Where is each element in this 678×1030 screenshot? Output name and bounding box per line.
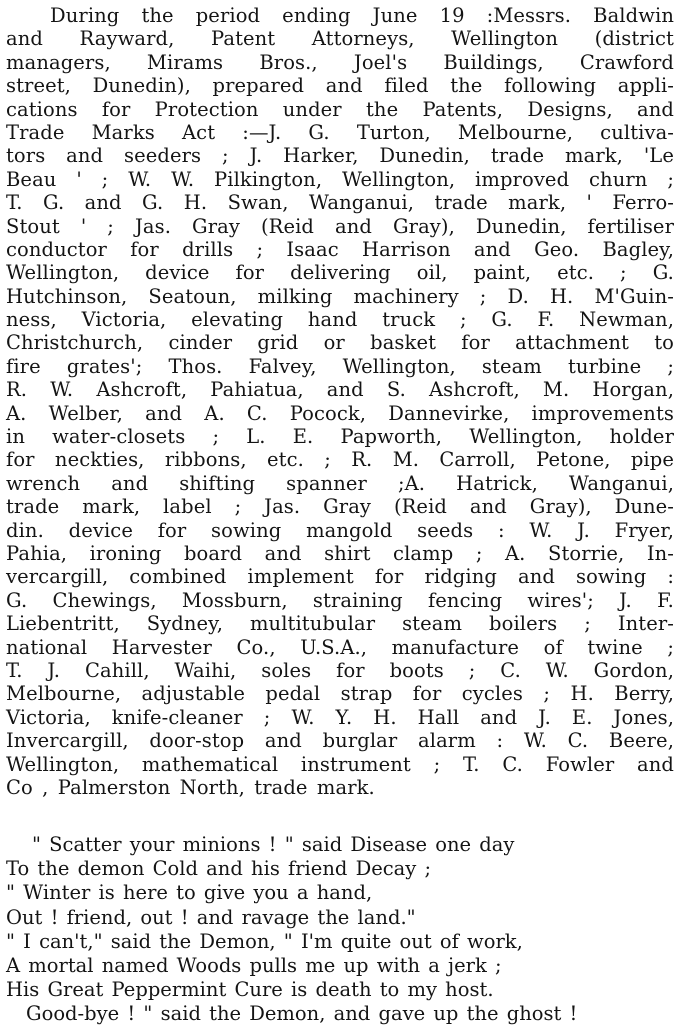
article-line: During the period ending June 19 :Messrs. Baldwin: [50, 4, 674, 27]
article-line: Invercargill, door-stop and burglar alarm : W. C. Beere,: [6, 729, 674, 753]
article-line: conductor for drills ; Isaac Harrison and Geo. Bagley,: [6, 237, 674, 261]
article-line: Hutchinson, Seatoun, milking machinery ; D. H. M'Guin-: [6, 284, 674, 308]
article-line: Melbourne, adjustable pedal strap for cycles ; H. Berry,: [6, 682, 674, 706]
article-line: Co , Palmerston North, trade mark.: [6, 775, 375, 799]
article-line: managers, Mirams Bros., Joel's Buildings, Crawford: [6, 50, 674, 74]
advertisement-poem: [6, 833, 674, 1027]
article-line: Wellington, mathematical instrument ; T. C. Fowler and: [6, 752, 674, 776]
article-line: A. Welber, and A. C. Pocock, Dannevirke, improvements: [6, 401, 674, 425]
article-line: din. device for sowing mangold seeds : W. J. Fryer,: [6, 518, 674, 542]
article-line: Stout ' ; Jas. Gray (Reid and Gray), Dunedin, fertiliser: [6, 214, 674, 238]
poem-line: " I can't," said the Demon, " I'm quite out of work,: [6, 929, 523, 953]
article-line: Christchurch, cinder grid or basket for attachment to: [6, 331, 674, 355]
article-line: national Harvester Co., U.S.A., manufacture of twine ;: [6, 635, 674, 659]
article-line: trade mark, label ; Jas. Gray (Reid and Gray), Dune-: [6, 495, 674, 519]
article-line: Pahia, ironing board and shirt clamp ; A. Storrie, In-: [6, 541, 674, 565]
poem-line: His Great Peppermint Cure is death to my host.: [6, 978, 494, 1002]
poem-line: To the demon Cold and his friend Decay ;: [6, 857, 432, 881]
article-line: G. Chewings, Mossburn, straining fencing wires'; J. F.: [6, 588, 674, 612]
article-line: for neckties, ribbons, etc. ; R. M. Carroll, Petone, pipe: [6, 448, 674, 472]
poem-line: Out ! friend, out ! and ravage the land.": [6, 905, 416, 929]
article-line: tors and seeders ; J. Harker, Dunedin, trade mark, 'Le: [6, 144, 674, 168]
article-line: ness, Victoria, elevating hand truck ; G. F. Newman,: [6, 308, 674, 332]
poem-line: " Scatter your minions ! " said Disease one day: [32, 833, 515, 856]
article-line: vercargill, combined implement for ridging and sowing :: [6, 565, 674, 589]
poem-line: Good-bye ! " said the Demon, and gave up the ghost !: [26, 1002, 578, 1026]
article-line: Liebentritt, Sydney, multitubular steam boilers ; Inter-: [6, 612, 674, 636]
article-line: Beau ' ; W. W. Pilkington, Wellington, improved churn ;: [6, 167, 674, 191]
article-line: Victoria, knife-cleaner ; W. Y. H. Hall and J. E. Jones,: [6, 705, 674, 729]
article-line: in water-closets ; L. E. Papworth, Wellington, holder: [6, 425, 674, 449]
patent-applications-article: [6, 4, 674, 799]
poem-line: A mortal named Woods pulls me up with a jerk ;: [6, 953, 502, 977]
article-line: R. W. Ashcroft, Pahiatua, and S. Ashcroft, M. Horgan,: [6, 378, 674, 402]
article-line: cations for Protection under the Patents, Designs, and: [6, 97, 674, 121]
article-line: wrench and shifting spanner ;A. Hatrick, Wanganui,: [6, 471, 674, 495]
article-line: street, Dunedin), prepared and filed the following appli-: [6, 74, 674, 98]
article-line: Wellington, device for delivering oil, paint, etc. ; G.: [6, 261, 674, 285]
article-line: Trade Marks Act :—J. G. Turton, Melbourne, cultiva-: [6, 120, 674, 144]
article-line: fire grates'; Thos. Falvey, Wellington, steam turbine ;: [6, 354, 674, 378]
article-line: and Rayward, Patent Attorneys, Wellington (district: [6, 27, 674, 51]
article-line: T. J. Cahill, Waihi, soles for boots ; C. W. Gordon,: [6, 658, 674, 682]
poem-line: " Winter is here to give you a hand,: [6, 881, 373, 905]
article-line: T. G. and G. H. Swan, Wanganui, trade mark, ' Ferro-: [6, 191, 674, 215]
